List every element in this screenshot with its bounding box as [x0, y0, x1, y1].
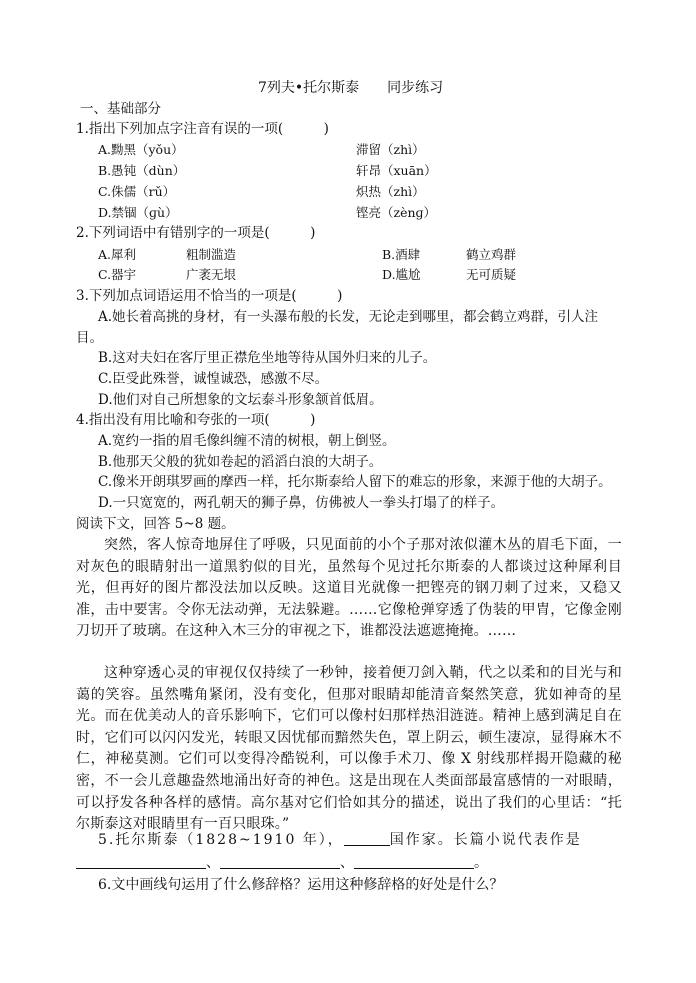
- q2-option-d-word2: 无可质疑: [466, 267, 517, 282]
- q1-option-c: C.侏儒（rǔ）: [98, 184, 176, 199]
- q5-text-start: 5.托尔斯泰（1828~1910 年），: [98, 832, 344, 848]
- q1-option-a: A.黝黑（yǒu）: [98, 142, 184, 157]
- question-2-stem: 2.下列词语中有错别字的一项是( ): [76, 225, 316, 241]
- q3-option-c: C.臣受此殊誉，诚惶诚恐，感激不尽。: [98, 371, 329, 387]
- q5-separator-2: 、: [340, 855, 354, 871]
- q1-option-b-word2: 轩昂（xuān）: [356, 163, 437, 178]
- q3-option-b: B.这对夫妇在客厅里正襟危坐地等待从国外归来的儿子。: [98, 350, 437, 366]
- q2-option-c: C.器宇: [98, 267, 137, 282]
- q5-blank-novel-2: [220, 854, 340, 869]
- question-4-stem: 4.指出没有用比喻和夸张的一项( ): [76, 412, 316, 428]
- q1-option-c-word2: 炽热（zhì）: [356, 184, 425, 199]
- q4-option-c: C.像米开朗琪罗画的摩西一样，托尔斯泰给人留下的难忘的形象，来源于他的大胡子。: [98, 474, 612, 490]
- q1-option-a-word2: 滞留（zhì）: [356, 142, 425, 157]
- q2-option-c-word2: 广袤无垠: [186, 267, 237, 282]
- question-5: [98, 830, 582, 850]
- q1-option-d-word2: 铿亮（zènɡ）: [356, 205, 437, 220]
- question-5-blanks: [76, 853, 488, 873]
- q5-blank-novel-3: [354, 854, 474, 869]
- page-title: 7列夫•托尔斯泰 同步练习: [258, 80, 444, 96]
- q4-option-d: D.一只宽宽的，两孔朝天的狮子鼻，仿佛被人一拳头打塌了的样子。: [98, 495, 505, 511]
- question-1-stem: 1.指出下列加点字注音有误的一项( ): [76, 121, 329, 137]
- q4-option-b: B.他那天父般的犹如卷起的滔滔白浪的大胡子。: [98, 454, 383, 470]
- q5-text-mid: 国作家。长篇小说代表作是: [389, 832, 582, 848]
- q2-option-d: D.尴尬: [382, 267, 421, 282]
- reading-instruction: 阅读下文，回答 5~8 题。: [76, 516, 235, 532]
- q3-option-a: A.她长着高挑的身材，有一头瀑布般的长发，无论走到哪里，都会鹤立鸡群，引人注: [98, 309, 599, 325]
- question-6-stem: 6.文中画线句运用了什么修辞格？运用这种修辞格的好处是什么？: [98, 877, 504, 893]
- passage-paragraph-1: 突然，客人惊奇地屏住了呼吸，只见面前的小个子那对浓似灌木丛的眉毛下面，一对灰色的眼睛射出一道黑豹似的目光，虽然每个见过托尔斯泰的人都谈过这种犀利目光，但再好的图片都没法加以反映。这道目光就像一把铿亮的钢刀刺了过来，又稳又准，击中要害。令你无法动弹，无法躲避。……它像枪弹穿透了伪装的甲胄，它像金刚刀切开了玻璃。在这种入木三分的审视之下，谁都没法遮遮掩掩。……: [76, 537, 622, 640]
- passage-paragraph-2: 这种穿透心灵的审视仅仅持续了一秒钟，接着便刀剑入鞘，代之以柔和的目光与和蔼的笑容。虽然嘴角紧闭，没有变化，但那对眼睛却能清音粲然笑意，犹如神奇的星光。而在优美动人的音乐影响下，它们可以像村妇那样热泪涟涟。精神上感到满足自在时，它们可以闪闪发光，转眼又因忧郁而黯然失色，罩上阴云，顿生凄凉，显得麻木不仁，神秘莫测。它们可以变得冷酷锐利，可以像手术刀、像 X 射线那样揭开隐藏的秘密，不一会儿意趣盎然地涌出好奇的神色。这是出现在人类面部最富感情的一对眼睛，可以抒发各种各样的感情。高尔基对它们恰如其分的描述，说出了我们的心里话：“托尔斯泰这对眼睛里有一百只眼珠。”: [76, 665, 622, 833]
- q4-option-a: A.宽约一指的眉毛像纠缠不清的树根，朝上倒竖。: [98, 433, 396, 449]
- q2-option-b: B.酒肆: [382, 247, 421, 262]
- q2-option-a-word2: 粗制滥造: [186, 247, 237, 262]
- q5-blank-country: [344, 831, 390, 846]
- q1-option-b: B.愚钝（dùn）: [98, 163, 186, 178]
- question-3-stem: 3.下列加点词语运用不恰当的一项是( ): [76, 288, 343, 304]
- q5-end-mark: 。: [474, 855, 488, 871]
- q2-option-a: A.犀利: [98, 247, 137, 262]
- section-heading: 一、基础部分: [80, 101, 161, 117]
- q3-option-a-cont: 目。: [76, 330, 103, 346]
- q5-separator-1: 、: [206, 855, 220, 871]
- q1-option-d: D.禁锢（ɡù）: [98, 205, 178, 220]
- q5-blank-novel-1: [76, 854, 206, 869]
- q3-option-d: D.他们对自己所想象的文坛泰斗形象颔首低眉。: [98, 392, 383, 408]
- q2-option-b-word2: 鹤立鸡群: [466, 247, 517, 262]
